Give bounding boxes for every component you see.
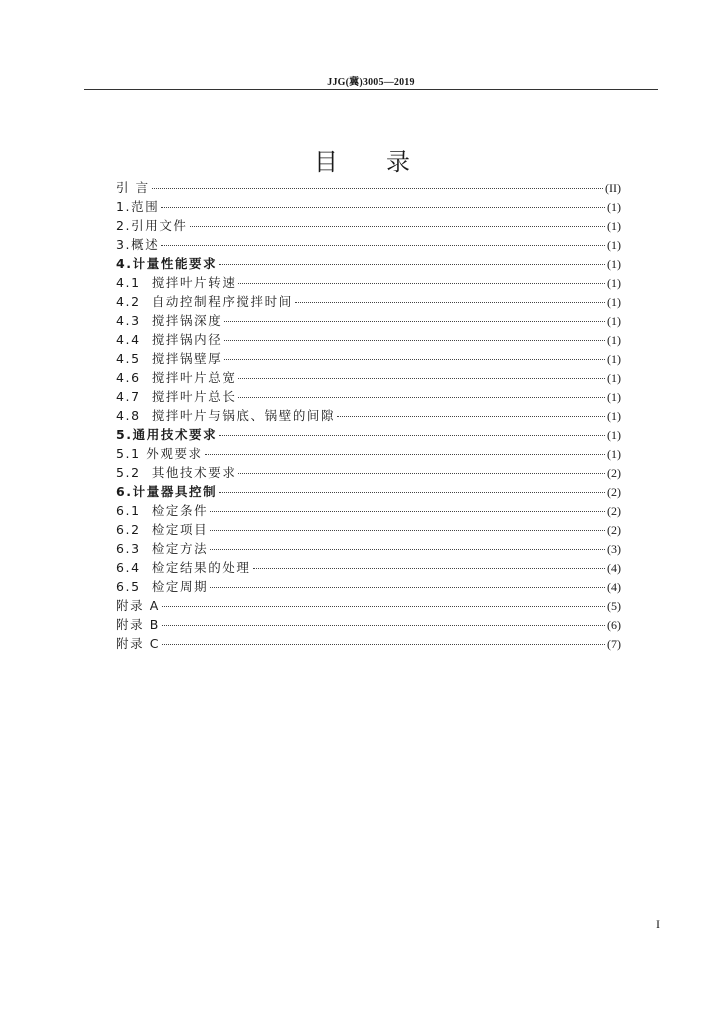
toc-dot-leader xyxy=(219,264,605,265)
toc-entry[interactable] xyxy=(116,197,621,216)
toc-dot-leader xyxy=(253,568,605,569)
toc-dot-leader xyxy=(210,587,605,588)
toc-entry-label: 引 言 xyxy=(116,180,150,195)
toc-entry-label: 4.5 搅拌锅壁厚 xyxy=(116,351,223,366)
toc-entry[interactable] xyxy=(116,406,621,425)
toc-entry[interactable] xyxy=(116,216,621,235)
toc-dot-leader xyxy=(219,435,605,436)
toc-dot-leader xyxy=(161,245,605,246)
toc-dot-leader xyxy=(210,549,605,550)
toc-entry[interactable] xyxy=(116,615,621,634)
toc-entry-page: (2) xyxy=(607,504,621,518)
toc-entry-label: 6.5 检定周期 xyxy=(116,579,209,594)
toc-entry-page: (1) xyxy=(607,200,621,214)
toc-entry-label: 6.3 检定方法 xyxy=(116,541,209,556)
toc-entry[interactable] xyxy=(116,311,621,330)
toc-dot-leader xyxy=(161,207,605,208)
toc-entry-label: 4.3 搅拌锅深度 xyxy=(116,313,223,328)
toc-entry-page: (1) xyxy=(607,352,621,366)
toc-entry-label: 6.4 检定结果的处理 xyxy=(116,560,251,575)
toc-dot-leader xyxy=(205,454,605,455)
toc-entry[interactable] xyxy=(116,577,621,596)
toc-entry[interactable] xyxy=(116,596,621,615)
toc-entry[interactable] xyxy=(116,178,621,197)
toc-dot-leader xyxy=(152,188,603,189)
toc-entry-label: 5.2 其他技术要求 xyxy=(116,465,237,480)
toc-entry-label: 6.2 检定项目 xyxy=(116,522,209,537)
toc-entry-label: 5.1 外观要求 xyxy=(116,446,203,461)
toc-entry-label: 6.1 检定条件 xyxy=(116,503,209,518)
toc-entry-page: (4) xyxy=(607,580,621,594)
toc-entry-page: (1) xyxy=(607,371,621,385)
document-code-header: JJG(冀)3005—2019 xyxy=(327,77,415,88)
toc-entry[interactable] xyxy=(116,463,621,482)
toc-entry-page: (1) xyxy=(607,390,621,404)
toc-entry-label: 3.概述 xyxy=(116,237,160,252)
toc-entry-page: (1) xyxy=(607,238,621,252)
toc-entry[interactable] xyxy=(116,444,621,463)
toc-dot-leader xyxy=(224,340,605,341)
toc-entry-page: (1) xyxy=(607,428,621,442)
toc-entry[interactable] xyxy=(116,254,621,273)
toc-entry-label: 附录 C xyxy=(116,636,161,651)
toc-dot-leader xyxy=(295,302,605,303)
toc-entry-page: (1) xyxy=(607,219,621,233)
toc-entry[interactable] xyxy=(116,634,621,653)
toc-dot-leader xyxy=(210,511,605,512)
toc-entry-page: (2) xyxy=(607,466,621,480)
toc-entry-label: 4.6 搅拌叶片总宽 xyxy=(116,370,237,385)
toc-dot-leader xyxy=(238,378,605,379)
toc-entry-label: 4.7 搅拌叶片总长 xyxy=(116,389,237,404)
toc-entry-page: (1) xyxy=(607,333,621,347)
toc-entry[interactable] xyxy=(116,292,621,311)
toc-entry-page: (1) xyxy=(607,314,621,328)
table-of-contents xyxy=(116,178,621,653)
toc-entry-page: (1) xyxy=(607,409,621,423)
toc-entry[interactable] xyxy=(116,501,621,520)
toc-entry-label: 4.计量性能要求 xyxy=(116,256,218,271)
toc-entry-page: (1) xyxy=(607,257,621,271)
toc-entry[interactable] xyxy=(116,520,621,539)
toc-entry-label: 1.范围 xyxy=(116,199,160,214)
toc-dot-leader xyxy=(210,530,605,531)
toc-entry-page: (2) xyxy=(607,485,621,499)
toc-dot-leader xyxy=(224,359,605,360)
toc-entry-label: 5.通用技术要求 xyxy=(116,427,218,442)
toc-entry[interactable] xyxy=(116,558,621,577)
toc-entry-label: 4.1 搅拌叶片转速 xyxy=(116,275,237,290)
toc-entry[interactable] xyxy=(116,539,621,558)
toc-entry-page: (7) xyxy=(607,637,621,651)
toc-dot-leader xyxy=(190,226,605,227)
toc-entry-page: (1) xyxy=(607,295,621,309)
toc-entry-label: 附录 B xyxy=(116,617,160,632)
toc-entry[interactable] xyxy=(116,368,621,387)
toc-dot-leader xyxy=(219,492,605,493)
toc-entry-page: (1) xyxy=(607,447,621,461)
toc-dot-leader xyxy=(162,625,605,626)
toc-entry-label: 4.8 搅拌叶片与锅底、锅壁的间隙 xyxy=(116,408,336,423)
toc-entry-label: 附录 A xyxy=(116,598,160,613)
toc-entry-page: (6) xyxy=(607,618,621,632)
toc-entry-page: (II) xyxy=(605,181,621,195)
toc-entry-label: 6.计量器具控制 xyxy=(116,484,218,499)
toc-entry[interactable] xyxy=(116,425,621,444)
toc-entry-label: 2.引用文件 xyxy=(116,218,188,233)
page-number: I xyxy=(656,917,660,931)
toc-dot-leader xyxy=(238,397,605,398)
toc-entry[interactable] xyxy=(116,482,621,501)
toc-entry-label: 4.2 自动控制程序搅拌时间 xyxy=(116,294,293,309)
toc-dot-leader xyxy=(238,283,605,284)
toc-entry[interactable] xyxy=(116,235,621,254)
toc-entry-page: (3) xyxy=(607,542,621,556)
toc-entry-label: 4.4 搅拌锅内径 xyxy=(116,332,223,347)
toc-dot-leader xyxy=(238,473,605,474)
toc-dot-leader xyxy=(337,416,605,417)
header-divider xyxy=(84,89,658,90)
toc-dot-leader xyxy=(162,606,605,607)
toc-entry[interactable] xyxy=(116,330,621,349)
toc-entry-page: (2) xyxy=(607,523,621,537)
toc-entry[interactable] xyxy=(116,273,621,292)
toc-entry[interactable] xyxy=(116,387,621,406)
toc-dot-leader xyxy=(162,644,605,645)
toc-entry-page: (4) xyxy=(607,561,621,575)
toc-entry-page: (5) xyxy=(607,599,621,613)
toc-entry[interactable] xyxy=(116,349,621,368)
toc-title: 目录 xyxy=(314,148,458,176)
toc-entry-page: (1) xyxy=(607,276,621,290)
toc-dot-leader xyxy=(224,321,605,322)
